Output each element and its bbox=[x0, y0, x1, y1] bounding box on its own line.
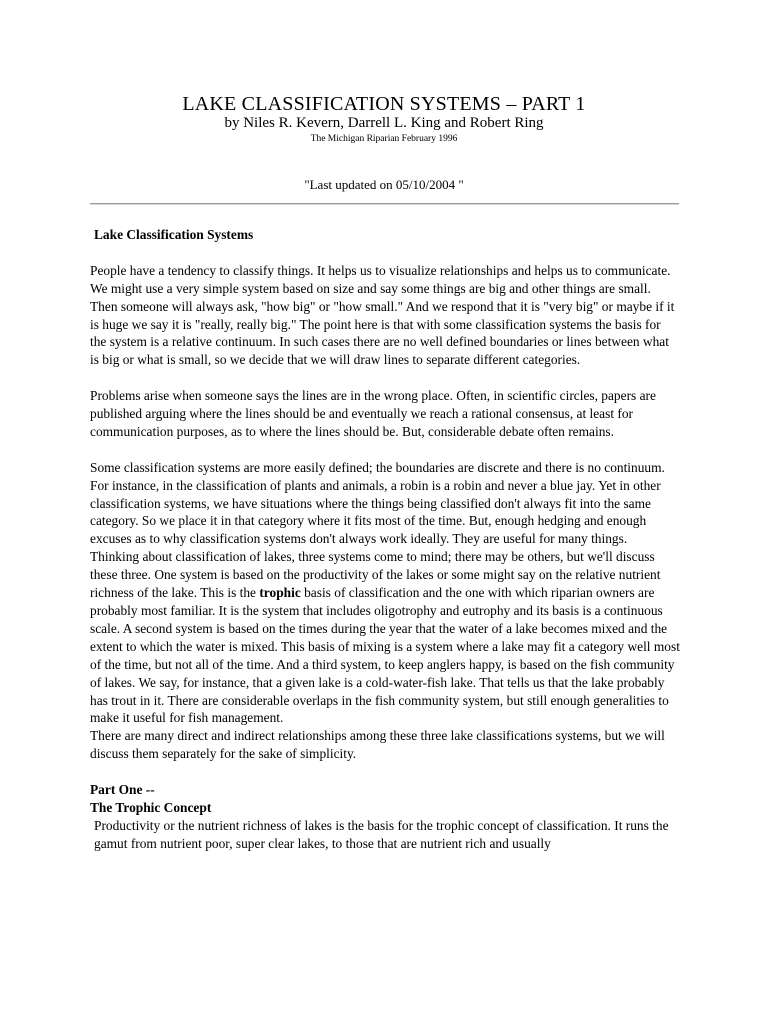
last-updated-note: "Last updated on 05/10/2004 " bbox=[304, 177, 464, 192]
horizontal-rule bbox=[90, 203, 679, 205]
document-title: LAKE CLASSIFICATION SYSTEMS – PART 1 bbox=[182, 93, 586, 115]
author-byline: by Niles R. Kevern, Darrell L. King and Robert Ring bbox=[224, 115, 544, 131]
paragraph-text: basis of classification and the one with which riparian owners are probably most familiar. It is the system that includes oligotrophy and eutrophy and its basis is a continuous scale. A second system is based on the times during the year that the water of a lake becomes mixed and the extent to which the water is mixed. This basis of mixing is a system where a lake may fit a category well most of the time, but not all of the time. And a third system, to keep anglers happy, is based on the fish community of lakes. We say, for instance, that a given lake is a cold-water-fish lake. That tells us that the lake probably has trout in it. There are considerable overlaps in the fish community system, but still enough generalities to make it useful for fish management. bbox=[90, 585, 680, 726]
paragraph: Problems arise when someone says the lines are in the wrong place. Often, in scientific circles, papers are published arguing where the lines should be and eventually we reach a rational consensus, at least for communication purposes, as to where the lines should be. But, considerable debate often remains. bbox=[90, 388, 656, 439]
paragraph: There are many direct and indirect relationships among these three lake classifications systems, but we will discuss them separately for the sake of simplicity. bbox=[90, 728, 665, 762]
paragraph bbox=[90, 548, 680, 727]
paragraph: Some classification systems are more easily defined; the boundaries are discrete and there is no continuum. For instance, in the classification of plants and animals, a robin is a robin and never a blue jay. Yet in other classification systems, we have situations where the things being classified don't always fit into the same category. So we place it in that category where it fits most of the time. But, enough hedging and enough excuses as to why classification systems don't always work ideally. They are useful for many things. bbox=[90, 459, 665, 547]
publication-source: The Michigan Riparian February 1996 bbox=[310, 134, 458, 144]
section-heading: Lake Classification Systems bbox=[94, 227, 254, 242]
paragraph: People have a tendency to classify things. It helps us to visualize relationships and helps us to communicate. We might use a very simple system based on size and say some things are big and other things are small. Then someone will always ask, "how big" or "how small." And we respond that it is "very big" or maybe if it is huge we say it is "really, really big." The point here is that with some classification systems the basis for the system is a relative continuum. In such cases there are no well defined boundaries or lines between what is big or what is small, so we decide that we will draw lines to separate different categories. bbox=[90, 262, 675, 368]
paragraph-text: Thinking about classification of lakes, three systems come to mind; there may be others, but we'll discuss these three. One system is based on the productivity of the lakes or some might say on the relative nutrient richness of the lake. This is the bbox=[90, 549, 661, 601]
section-heading: The Trophic Concept bbox=[90, 799, 212, 815]
article-body bbox=[90, 226, 680, 853]
emphasis-trophic: trophic bbox=[259, 585, 301, 601]
part-label: Part One -- bbox=[90, 782, 155, 798]
paragraph: Productivity or the nutrient richness of lakes is the basis for the trophic concept of classification. It runs the gamut from nutrient poor, super clear lakes, to those that are nutrient rich and usually bbox=[94, 817, 669, 851]
